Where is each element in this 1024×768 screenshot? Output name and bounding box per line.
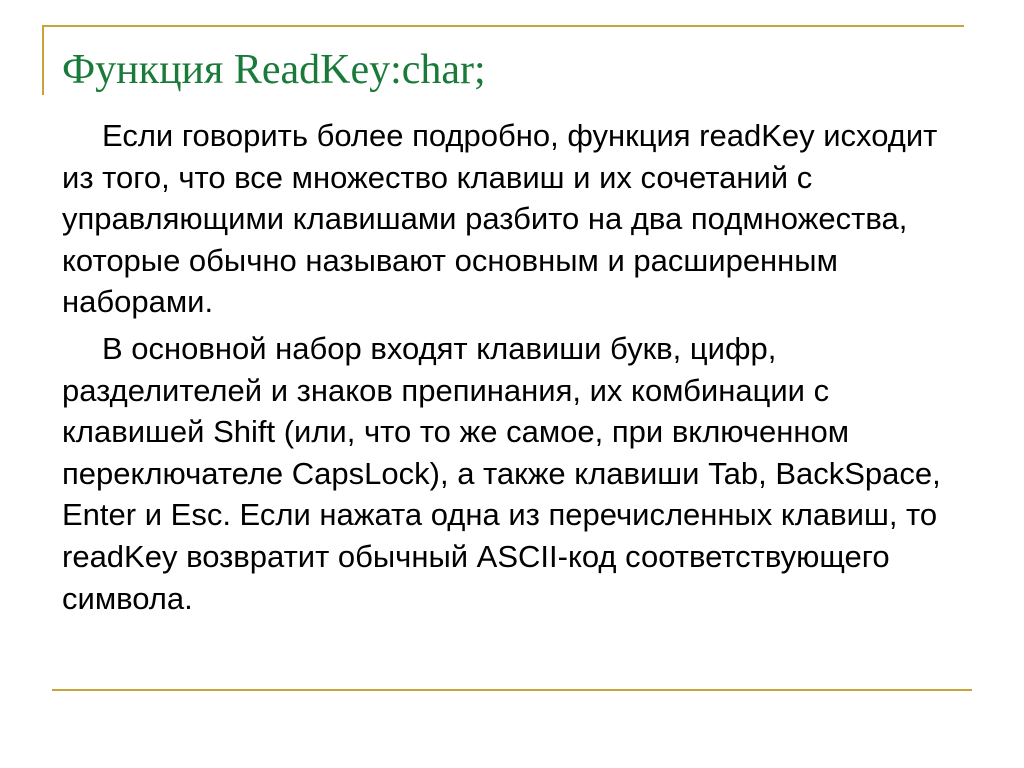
top-divider [42, 25, 964, 27]
slide-body [62, 115, 962, 624]
slide-title: Функция ReadKey:char; [62, 47, 486, 93]
left-divider [42, 25, 44, 95]
paragraph-1: Если говорить более подробно, функция readKey исходит из того, что все множество клавиш и их сочетаний с управляющими клавишами разбито на два подмножества, которые обычно называют основным и расширенным наборами. [62, 118, 938, 320]
paragraph-2: В основной набор входят клавиши букв, цифр, разделителей и знаков препинания, их комбинации с клавишей Shift (или, что то же самое, при включенном переключателе CapsLock), а также клавиши Tab, BackSpace, Enter и Esc. Если нажата одна из перечисленных клавиш, то readKey возвратит обычный ASCII-код соответствующего символа. [62, 330, 941, 616]
bottom-divider [52, 689, 972, 691]
